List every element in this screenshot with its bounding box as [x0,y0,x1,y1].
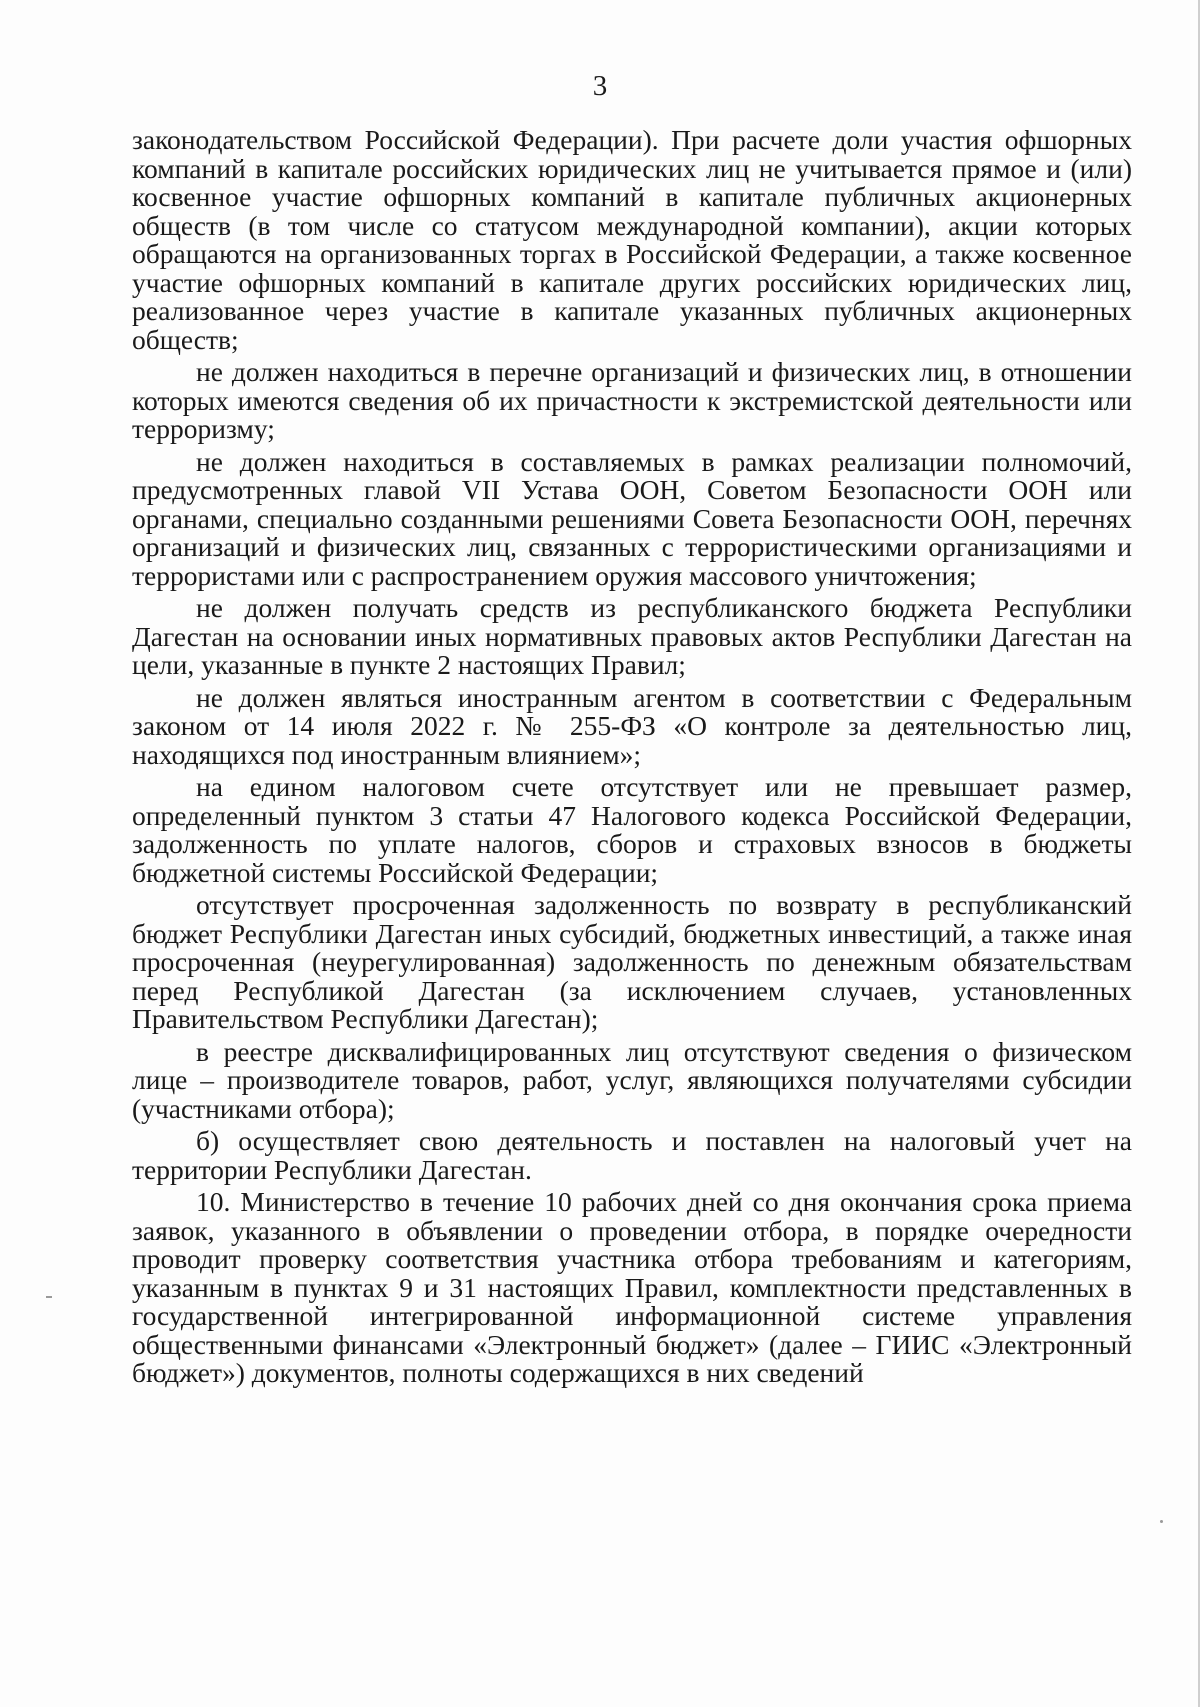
document-body [132,126,1132,1388]
page-number: 3 [592,70,608,102]
paragraph-5: не должен являться иностранным агентом в соответствии с Федеральным законом от 14 июля 2022 г. № 255-ФЗ «О контроле за деятельностью лиц, находящихся под иностранным влиянием»; [132,681,1132,770]
paragraph-7: отсутствует просроченная задолженность по возврату в республиканский бюджет Республики Дагестан иных субсидий, бюджетных инвестиций, а также иная просроченная (неурегулированная) задолженность по денежным обязательствам перед Республикой Дагестан (за исключением случаев, установленных Правительством Республики Дагестан); [132,889,1132,1034]
paragraph-4: не должен получать средств из республиканского бюджета Республики Дагестан на основании иных нормативных правовых актов Республики Дагестан на цели, указанные в пункте 2 настоящих Правил; [132,592,1132,680]
paragraph-3: не должен находиться в составляемых в рамках реализации полномочий, предусмотренных главой VII Устава ООН, Советом Безопасности ООН или органами, специально созданными решениями Совета Безопасности ООН, перечнях организаций и физических лиц, связанных с террористическими организациями и террористами или с распространением оружия массового уничтожения; [132,445,1132,591]
paragraph-9: б) осуществляет свою деятельность и поставлен на налоговый учет на территории Республики Дагестан. [132,1125,1132,1185]
scan-speck [1160,1520,1163,1523]
scan-speck [46,1296,52,1298]
paragraph-6: на едином налоговом счете отсутствует или не превышает размер, определенный пунктом 3 статьи 47 Налогового кодекса Российской Федерации, задолженность по уплате налогов, сборов и страховых взносов в бюджеты бюджетной системы Российской Федерации; [132,771,1132,888]
paragraph-10: 10. Министерство в течение 10 рабочих дней со дня окончания срока приема заявок, указанного в объявлении о проведении отбора, в порядке очередности проводит проверку соответствия участника отбора требованиям и категориям, указанным в пунктах 9 и 31 настоящих Правил, комплектности представленных в государственной интегрированной информационной системе управления общественными финансами «Электронный бюджет» (далее – ГИИС «Электронный бюджет») документов, полноты содержащихся в них сведений [132,1186,1132,1388]
paragraph-2: не должен находиться в перечне организаций и физических лиц, в отношении которых имеются сведения об их причастности к экстремистской деятельности или терроризму; [132,356,1132,444]
paragraph-8: в реестре дисквалифицированных лиц отсутствуют сведения о физическом лице – производителе товаров, работ, услуг, являющихся получателями субсидии (участниками отбора); [132,1035,1132,1124]
paragraph-1: законодательством Российской Федерации). При расчете доли участия офшорных компаний в капитале российских юридических лиц не учитывается прямое и (или) косвенное участие офшорных компаний в капитале публичных акционерных обществ (в том числе со статусом международной компании), акции которых обращаются на организованных торгах в Российской Федерации, а также косвенное участие офшорных компаний в капитале других российских юридических лиц, реализованное через участие в капитале указанных публичных акционерных обществ; [132,124,1132,355]
